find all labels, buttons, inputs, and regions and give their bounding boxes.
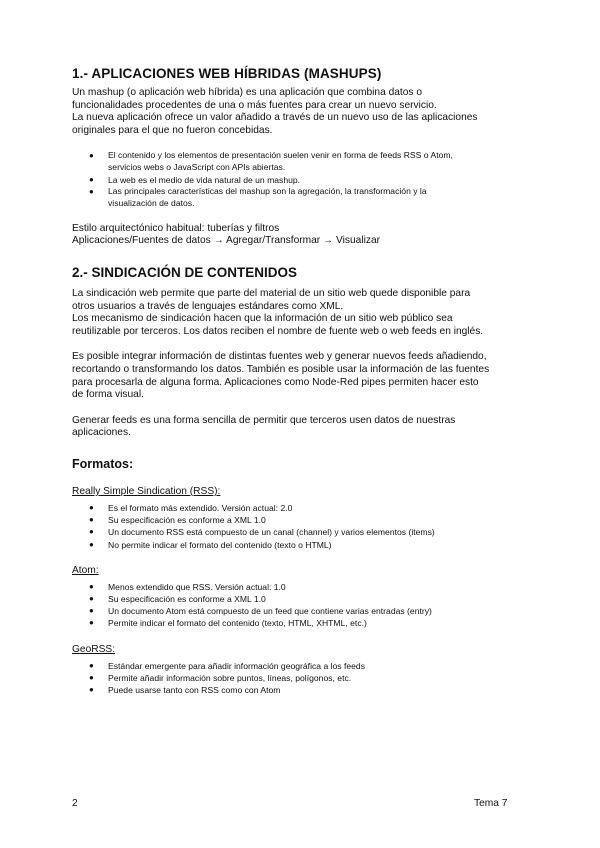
list-item: ● La web es el medio de vida natural de un mashup. (89, 174, 301, 185)
list-item: ● El contenido y los elementos de presentación suelen venir en forma de feeds RSS o Atom, servicios webs o JavaScript con APIs abiertas. (89, 150, 453, 173)
section2-paragraph-3: Generar feeds es una forma sencilla de permitir que terceros usen datos de nuestras aplicaciones. (72, 414, 456, 439)
list-item: ● Puede usarse tanto con RSS como con Atom (89, 684, 281, 695)
atom-bullet-list (72, 581, 532, 630)
bullet-icon: ● (89, 618, 94, 628)
chapter-label: Tema 7 (474, 798, 508, 809)
bullet-icon: ● (89, 174, 94, 184)
bullet-icon: ● (89, 502, 94, 512)
section2-title: 2.- SINDICACIÓN DE CONTENIDOS (72, 264, 298, 280)
text-line: Un mashup (o aplicación web híbrida) es una aplicación que combina datos o (72, 87, 422, 98)
list-item: ● Menos extendido que RSS. Versión actual: 1.0 (89, 581, 286, 592)
page-content (72, 66, 532, 696)
bullet-icon: ● (89, 527, 94, 537)
text-line: Estilo arquitectónico habitual: tuberías y filtros (72, 222, 280, 234)
text-line: funcionalidades procedentes de una o más fuentes para crear un nuevo servicio. (72, 99, 437, 111)
architecture-style (72, 223, 532, 248)
text-line: originales para el que no fueron concebidas. (72, 124, 273, 136)
bullet-icon: ● (89, 539, 94, 549)
atom-subheading: Atom: (72, 564, 99, 576)
bullet-icon: ● (89, 515, 94, 525)
georss-subheading: GeoRSS: (72, 643, 116, 655)
section1-paragraph (72, 87, 532, 137)
section2-paragraph-1: La sindicación web permite que parte del material de un sitio web quede disponible para otros usuarios a través de lenguajes estándares como XML. Los mecanismo de sindicación hacen que la información de un sitio web público sea reutilizable por terceros. Los datos reciben el nombre de fuente web o web feeds en inglés. (72, 287, 484, 337)
bullet-icon: ● (89, 187, 94, 197)
list-item: ● Permite indicar el formato del contenido (texto, HTML, XHTML, etc.) (89, 618, 367, 629)
list-item: ● Su especificación es conforme a XML 1.0 (89, 593, 266, 604)
bullet-icon: ● (89, 581, 94, 591)
list-item: ● No permite indicar el formato del contenido (texto o HTML) (89, 539, 332, 550)
list-item: ● Las principales características del mashup son la agregación, la transformación y la visualización de datos. (89, 186, 427, 208)
text-line: La nueva aplicación ofrece un valor añadido a través de un nuevo uso de las aplicaciones (72, 112, 478, 124)
list-item: ● Estándar emergente para añadir información geográfica a los feeds (89, 660, 366, 671)
georss-bullet-list (72, 660, 532, 697)
mashup-bullet-list (72, 150, 532, 209)
list-item: ● Su especificación es conforme a XML 1.0 (89, 515, 266, 526)
page-number: 2 (72, 798, 78, 809)
section2-paragraph-2: Es posible integrar información de distintas fuentes web y generar nuevos feeds añadiendo, recortando o transformando los datos. También es posible usar la información de las fuentes para procesarla de alguna forma. Aplicaciones como Node-Red pipes permiten hacer esto de forma visual. (72, 351, 490, 401)
list-item: ● Es el formato más extendido. Versión actual: 2.0 (89, 502, 293, 513)
rss-bullet-list (72, 502, 532, 551)
bullet-icon: ● (89, 660, 94, 670)
section1-title: 1.- APLICACIONES WEB HÍBRIDAS (MASHUPS) (72, 66, 382, 81)
rss-subheading: Really Simple Sindication (RSS): (72, 485, 221, 497)
bullet-icon: ● (89, 684, 94, 694)
list-item: ● Permite añadir información sobre puntos, líneas, polígonos, etc. (89, 672, 352, 683)
bullet-icon: ● (89, 672, 94, 682)
list-item: ● Un documento RSS está compuesto de un canal (channel) y varios elementos (items) (89, 527, 435, 538)
text-line: Aplicaciones/Fuentes de datos → Agregar/Transformar → Visualizar (72, 235, 381, 247)
list-item: ● Un documento Atom está compuesto de un feed que contiene varias entradas (entry) (89, 606, 432, 617)
formats-heading: Formatos: (72, 456, 134, 471)
bullet-icon: ● (89, 151, 94, 161)
bullet-icon: ● (89, 606, 94, 616)
bullet-icon: ● (89, 593, 94, 603)
